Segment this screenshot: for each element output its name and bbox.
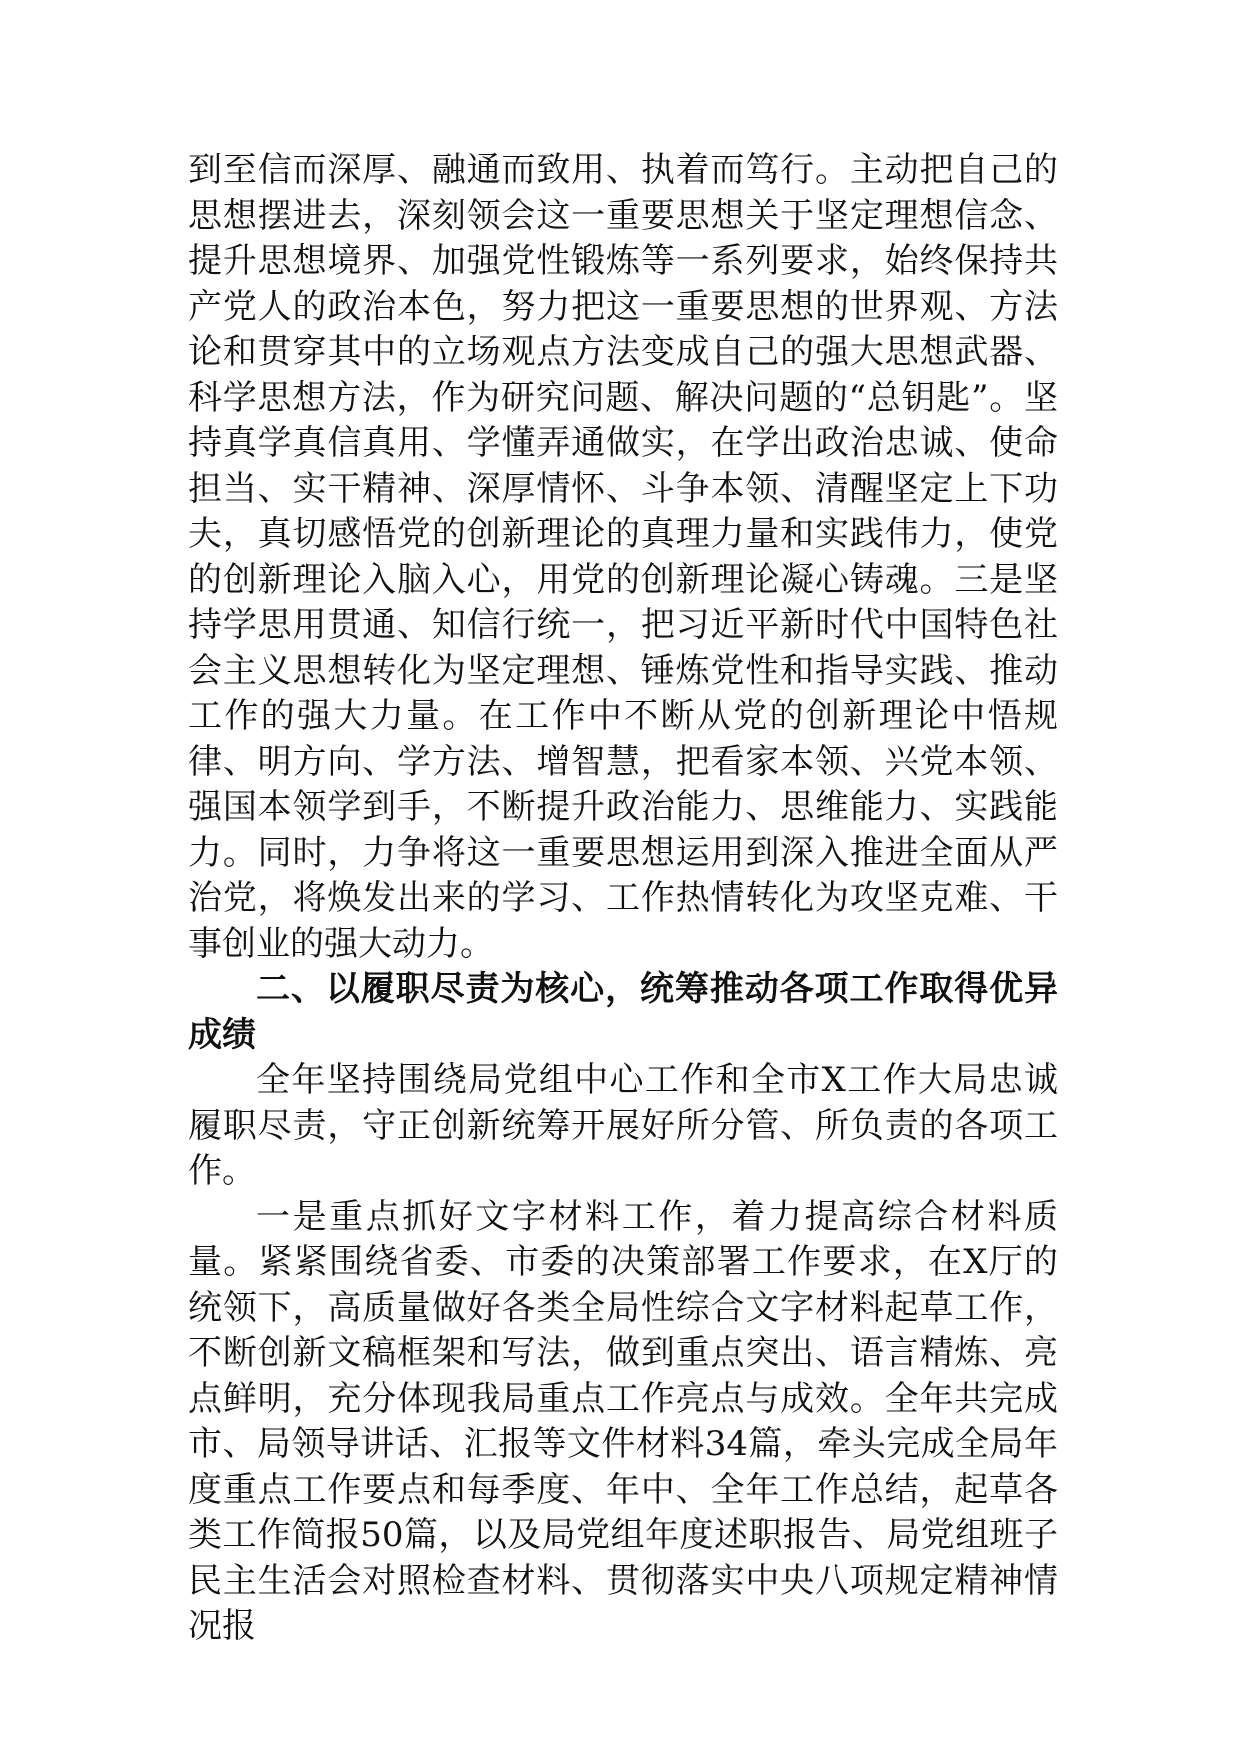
paragraph-writing-work: 一是重点抓好文字材料工作，着力提高综合材料质量。紧紧围绕省委、市委的决策部署工作要求，在X厅的统领下，高质量做好各类全局性综合文字材料起草工作，不断创新文稿框架和写法，做到重点突出、语言精炼、亮点鲜明，充分体现我局重点工作亮点与成效。全年共完成市、局领导讲话、汇报等文件材料34篇，牵头完成全局年度重点工作要点和每季度、年中、全年工作总结，起草各类工作简报50篇，以及局党组年度述职报告、局党组班子民主生活会对照检查材料、贯彻落实中央八项规定精神情况报 [188,1196,1058,1646]
paragraph-continued-study: 到至信而深厚、融通而致用、执着而笃行。主动把自己的思想摆进去，深刻领会这一重要思想关于坚定理想信念、提升思想境界、加强党性锻炼等一系列要求，始终保持共产党人的政治本色，努力把这一重要思想的世界观、方法论和贯穿其中的立场观点方法变成自己的强大思想武器、科学思想方法，作为研究问题、解决问题的“总钥匙”。坚持真学真信真用、学懂弄通做实，在学出政治忠诚、使命担当、实干精神、深厚情怀、斗争本领、清醒坚定上下功夫，真切感悟党的创新理论的真理力量和实践伟力，使党的创新理论入脑入心，用党的创新理论凝心铸魂。三是坚持学思用贯通、知信行统一，把习近平新时代中国特色社会主义思想转化为坚定理想、锤炼党性和指导实践、推动工作的强大力量。在工作中不断从党的创新理论中悟规律、明方向、学方法、增智慧，把看家本领、兴党本领、强国本领学到手，不断提升政治能力、思维能力、实践能力。同时，力争将这一重要思想运用到深入推进全面从严治党，将焕发出来的学习、工作热情转化为攻坚克难、干事创业的强大动力。 [188,150,1058,964]
section-heading-2: 二、以履职尽责为核心，统筹推动各项工作取得优异成绩 [188,969,1058,1055]
document-page [188,148,1058,1650]
paragraph-section-intro: 全年坚持围绕局党组中心工作和全市X工作大局忠诚履职尽责，守正创新统筹开展好所分管、所负责的各项工作。 [188,1060,1058,1191]
